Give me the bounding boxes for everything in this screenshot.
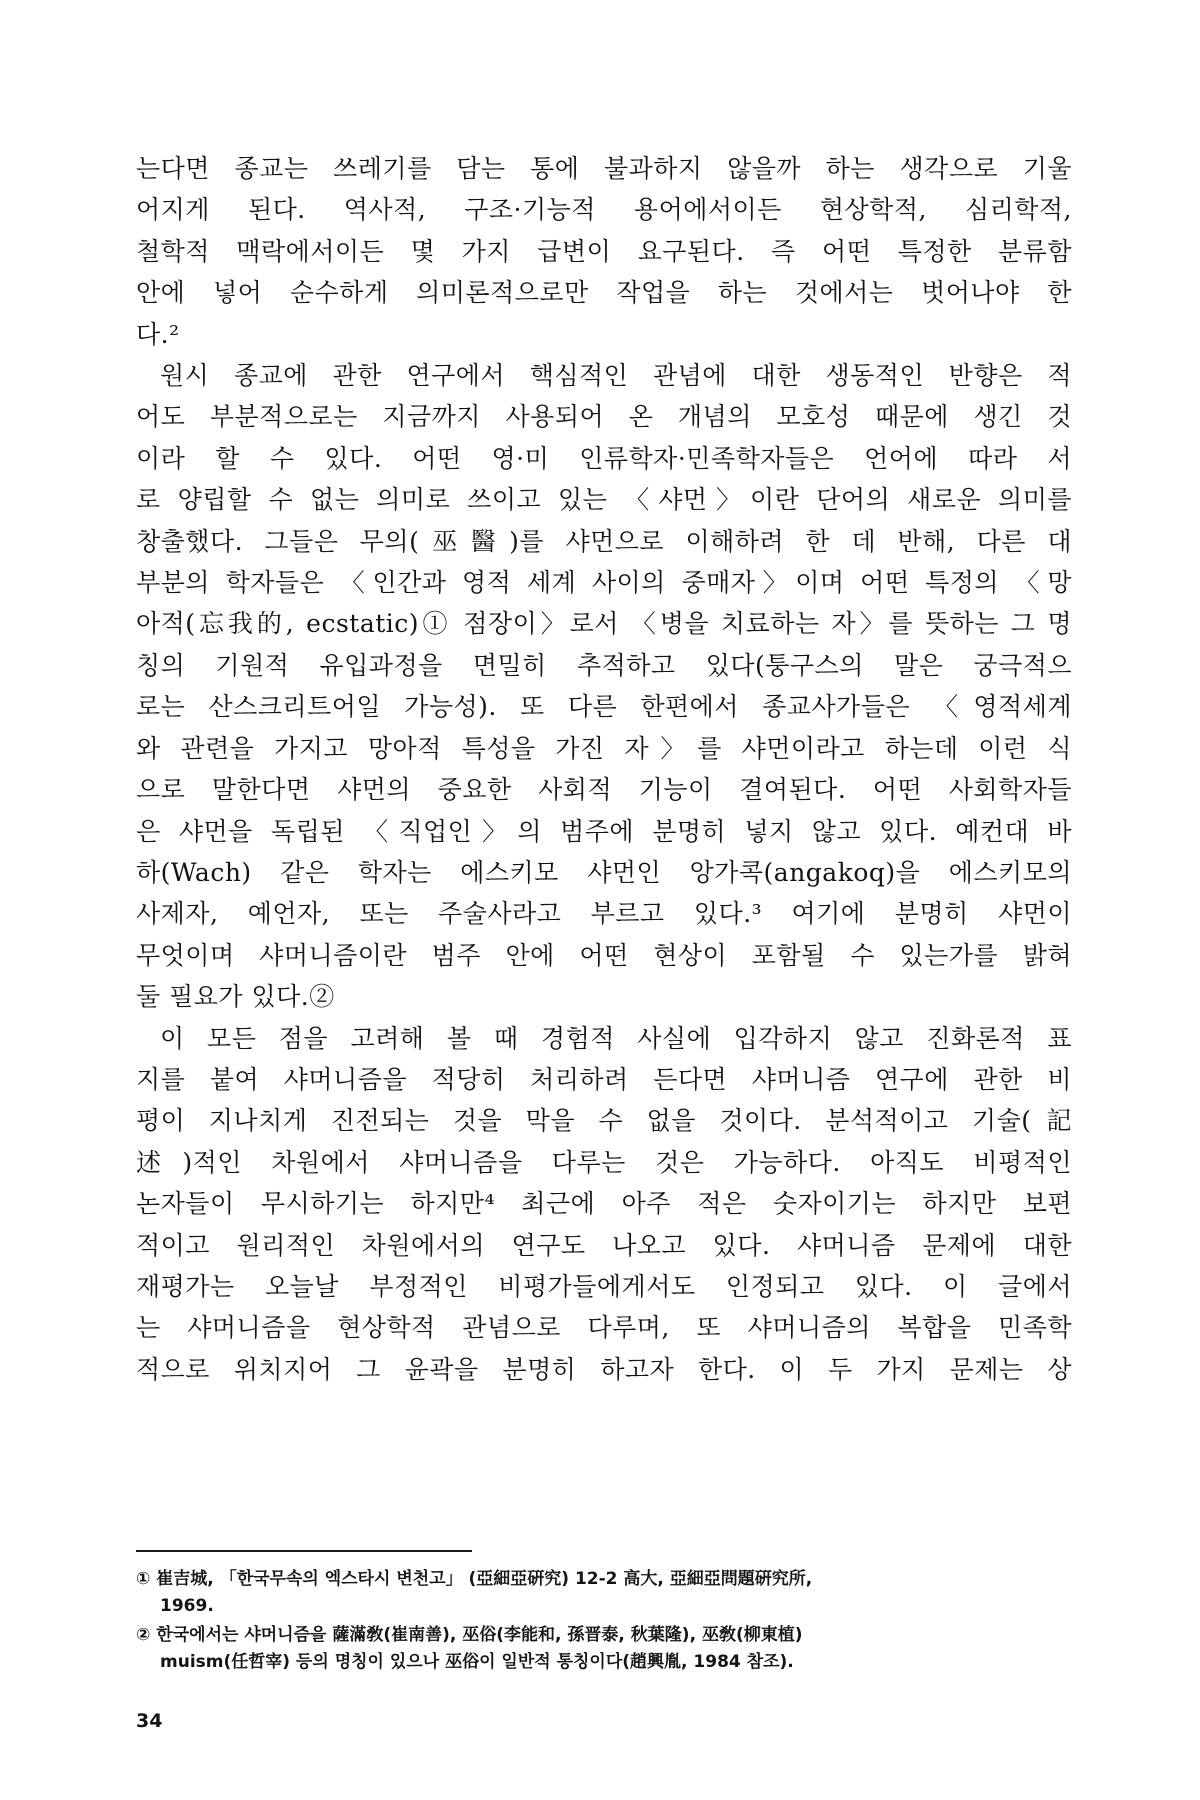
- text-line: 칭의 기원적 유입과정을 면밀히 추적하고 있다(퉁구스의 말은 궁극적으: [136, 650, 1072, 680]
- text-line: 부분의 학자들은 〈인간과 영적 세계 사이의 중매자〉이며 어떤 특정의 〈망: [136, 568, 1072, 598]
- text-line: 원시 종교에 관한 연구에서 핵심적인 관념에 대한 생동적인 반향은 적: [160, 361, 1072, 391]
- text-line: 와 관련을 가지고 망아적 특성을 가진 자〉를 샤먼이라고 하는데 이런 식: [136, 733, 1072, 763]
- text-line: 으로 말한다면 샤먼의 중요한 사회적 기능이 결여된다. 어떤 사회학자들: [136, 775, 1072, 805]
- footnote-divider: [136, 1550, 472, 1552]
- body-text: [136, 148, 1072, 1390]
- text-line: 이 모든 점을 고려해 볼 때 경험적 사실에 입각하지 않고 진화론적 표: [160, 1023, 1072, 1053]
- text-line: 은 샤먼을 독립된 〈직업인〉의 범주에 분명히 넣지 않고 있다. 예컨대 바: [136, 816, 1072, 846]
- text-line: 로 양립할 수 없는 의미로 쓰이고 있는 〈샤먼〉이란 단어의 새로운 의미를: [136, 485, 1072, 515]
- footnotes: [136, 1566, 1072, 1678]
- text-line: 철학적 맥락에서이든 몇 가지 급변이 요구된다. 즉 어떤 특정한 분류함: [136, 236, 1072, 266]
- text-line: 재평가는 오늘날 부정적인 비평가들에게서도 인정되고 있다. 이 글에서: [136, 1271, 1072, 1301]
- text-line: 무엇이며 샤머니즘이란 범주 안에 어떤 현상이 포함될 수 있는가를 밝혀: [136, 940, 1072, 970]
- footnote-1: [136, 1566, 1072, 1620]
- text-line: 로는 산스크리트어일 가능성). 또 다른 한편에서 종교사가들은 〈영적세계: [136, 692, 1072, 722]
- text-line: 는다면 종교는 쓰레기를 담는 통에 불과하지 않을까 하는 생각으로 기울: [136, 154, 1072, 183]
- footnote-2: [136, 1622, 1072, 1676]
- text-line: 평이 지나치게 진전되는 것을 막을 수 없을 것이다. 분석적이고 기술(記: [136, 1106, 1072, 1136]
- text-line: 이라 할 수 있다. 어떤 영·미 인류학자·민족학자들은 언어에 따라 서: [136, 443, 1072, 473]
- text-line: 어지게 된다. 역사적, 구조·기능적 용어에서이든 현상학적, 심리학적,: [136, 195, 1072, 225]
- text-line: 는 샤머니즘을 현상학적 관념으로 다루며, 또 샤머니즘의 복합을 민족학: [136, 1313, 1072, 1343]
- footnote-line: ② 한국에서는 샤머니즘을 薩滿敎(崔南善), 巫俗(李能和, 孫晋泰, 秋葉隆), 巫敎(柳東植): [136, 1625, 803, 1645]
- text-line: 어도 부분적으로는 지금까지 사용되어 온 개념의 모호성 때문에 생긴 것: [136, 402, 1072, 432]
- footnote-line: ① 崔吉城, 「한국무속의 엑스타시 변천고」 (亞細亞硏究) 12-2 高大, 亞細亞問題硏究所,: [136, 1569, 813, 1589]
- text-line: 창출했다. 그들은 무의(巫醫)를 샤먼으로 이해하려 한 데 반해, 다른 대: [136, 526, 1072, 556]
- text-line: 둘 필요가 있다.②: [136, 982, 335, 1012]
- text-line: 안에 넣어 순수하게 의미론적으로만 작업을 하는 것에서는 벗어나야 한: [136, 278, 1072, 308]
- text-line: 논자들이 무시하기는 하지만⁴ 최근에 아주 적은 숫자이기는 하지만 보편: [136, 1189, 1072, 1219]
- text-line: 하(Wach) 같은 학자는 에스키모 샤먼인 앙가콕(angakoq)을 에스키모의: [136, 857, 1072, 887]
- paragraph-1: [136, 148, 1072, 355]
- paragraph-3: [136, 1018, 1072, 1391]
- footnote-line: muism(任哲宰) 등의 명칭이 있으나 巫俗이 일반적 통칭이다(趙興胤, 1984 참조).: [160, 1652, 794, 1672]
- paragraph-2: [136, 355, 1072, 1018]
- text-line: 다.²: [136, 319, 180, 349]
- text-line: 아적(忘我的, ecstatic)① 점장이〉로서 〈병을 치료하는 자〉를 뜻하는 그 명: [136, 609, 1072, 639]
- page-number: 34: [136, 1710, 163, 1732]
- text-line: 적으로 위치지어 그 윤곽을 분명히 하고자 한다. 이 두 가지 문제는 상: [136, 1354, 1072, 1384]
- text-line: 述)적인 차원에서 샤머니즘을 다루는 것은 가능하다. 아직도 비평적인: [136, 1147, 1072, 1177]
- text-line: 적이고 원리적인 차원에서의 연구도 나오고 있다. 샤머니즘 문제에 대한: [136, 1230, 1072, 1260]
- footnote-line: 1969.: [160, 1596, 214, 1616]
- text-line: 지를 붙여 샤머니즘을 적당히 처리하려 든다면 샤머니즘 연구에 관한 비: [136, 1064, 1072, 1094]
- text-line: 사제자, 예언자, 또는 주술사라고 부르고 있다.³ 여기에 분명히 샤먼이: [136, 899, 1072, 929]
